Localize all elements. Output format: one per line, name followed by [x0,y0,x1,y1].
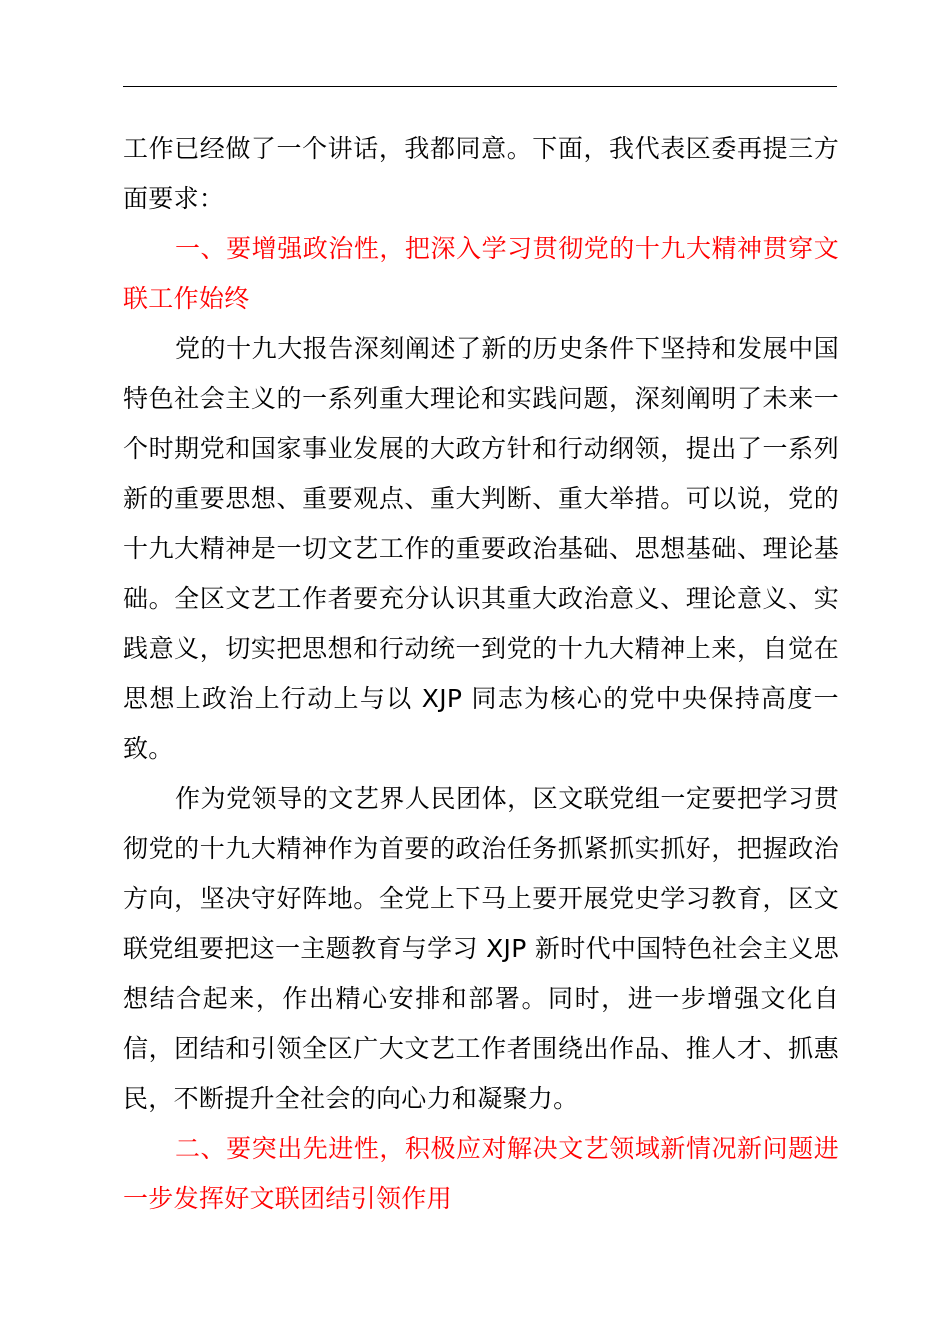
section-heading-2: 二、要突出先进性，积极应对解决文艺领域新情况新问题进一步发挥好文联团结引领作用 [123,1134,839,1213]
body-paragraph-continuation: 工作已经做了一个讲话，我都同意。下面，我代表区委再提三方面要求： [123,134,839,213]
section-heading-1: 一、要增强政治性，把深入学习贯彻党的十九大精神贯穿文联工作始终 [123,234,839,313]
document-body [123,124,839,1224]
header-divider [123,86,837,87]
body-paragraph: 作为党领导的文艺界人民团体，区文联党组一定要把学习贯彻党的十九大精神作为首要的政治任务抓紧抓实抓好，把握政治方向，坚决守好阵地。全党上下马上要开展党史学习教育，区文联党组要把这一主题教育与学习 XJP 新时代中国特色社会主义思想结合起来，作出精心安排和部署。同时，进一步增强文化自信，团结和引领全区广大文艺工作者围绕出作品、推人才、抓惠民，不断提升全社会的向心力和凝聚力。 [123,784,839,1113]
body-paragraph: 党的十九大报告深刻阐述了新的历史条件下坚持和发展中国特色社会主义的一系列重大理论和实践问题，深刻阐明了未来一个时期党和国家事业发展的大政方针和行动纲领，提出了一系列新的重要思想、重要观点、重大判断、重大举措。可以说，党的十九大精神是一切文艺工作的重要政治基础、思想基础、理论基础。全区文艺工作者要充分认识其重大政治意义、理论意义、实践意义，切实把思想和行动统一到党的十九大精神上来，自觉在思想上政治上行动上与以 XJP 同志为核心的党中央保持高度一致。 [123,334,839,763]
